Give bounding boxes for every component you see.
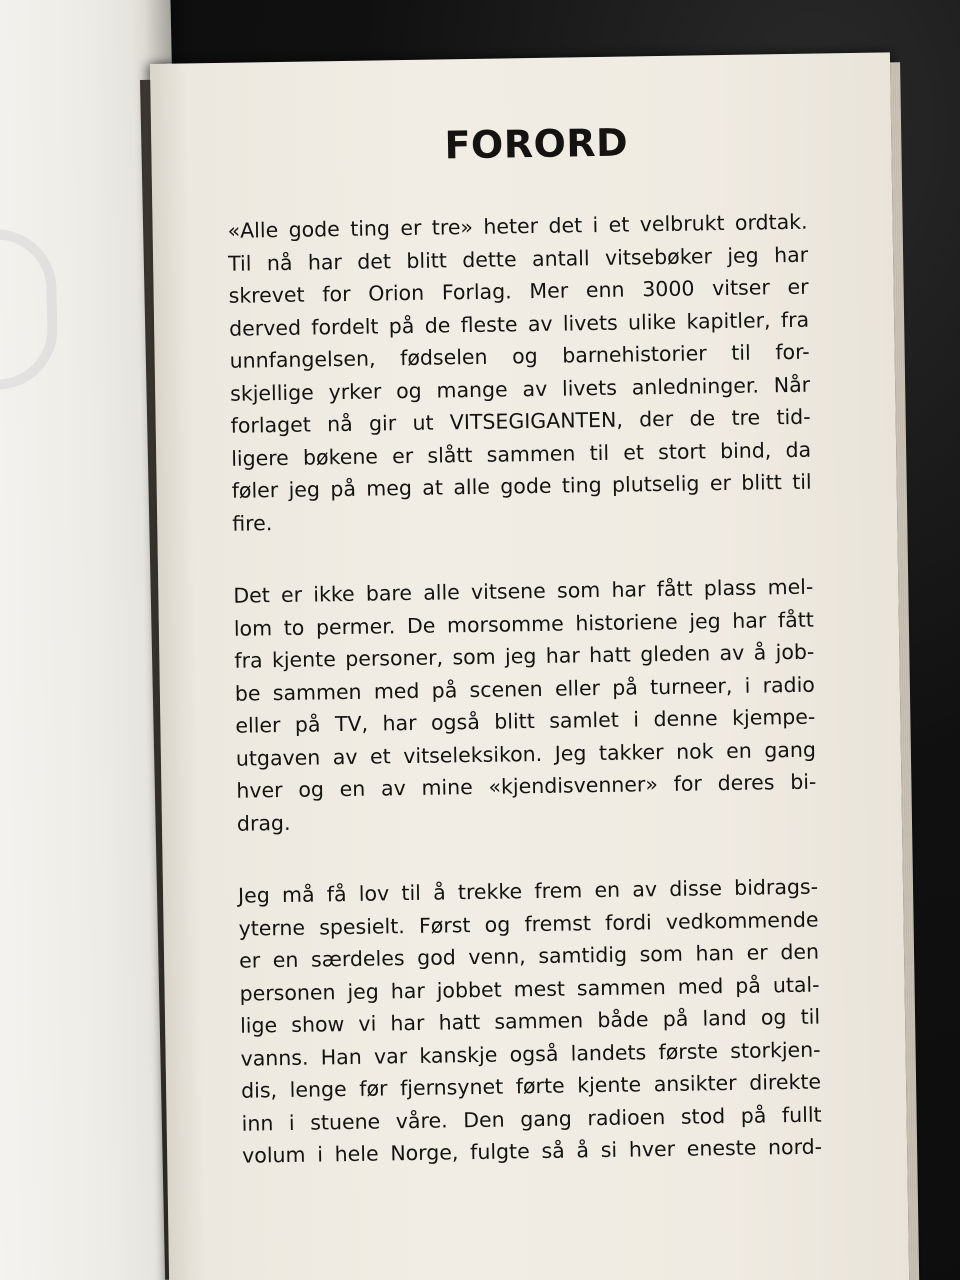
show-through-print [0, 228, 59, 389]
text-line: lige show vi har hatt sammen både på land og til [239, 1004, 821, 1038]
text-line: drag. [236, 810, 291, 836]
text-line: hver og en av mine «kjendisvenner» for deres bi- [236, 769, 817, 803]
text-line: dis, lenge før fjernsynet førte kjente ansikter direkte [240, 1069, 822, 1103]
text-line: føler jeg på meg at alle gode ting plutselig er blitt til [231, 469, 812, 503]
text-line: skjellige yrker og mange av livets anledninger. Når [229, 372, 811, 406]
paragraph-3 [238, 871, 823, 1173]
text-line: eller på TV, har også blitt samlet i denne kjempe- [235, 704, 816, 738]
text-line: lom to permer. De morsomme historiene jeg har fått [233, 607, 814, 641]
text-line: fra kjente personer, som jeg har hatt gleden av å job- [234, 639, 815, 673]
text-line: unnfangelsen, fødselen og barnehistorier til for- [229, 339, 810, 373]
right-book-page [150, 52, 910, 1280]
text-line: «Alle gode ting er tre» heter det i et velbrukt ordtak. [227, 209, 808, 243]
text-line: ligere bøkene er slått sammen til et stort bind, da [231, 437, 812, 471]
text-line: volum i hele Norge, fulgte så å si hver eneste nord- [241, 1134, 823, 1168]
text-line: vanns. Han var kanskje også landets første storkjen- [240, 1037, 821, 1071]
text-line: Jeg må få lov til å trekke frem en av disse bidrags- [237, 874, 819, 908]
paragraph-1 [227, 206, 812, 540]
text-line: inn i stuene våre. Den gang radioen stod på fullt [241, 1102, 822, 1136]
paragraph-2 [233, 571, 817, 840]
text-line: Til nå har det blitt dette antall vitsebøker jeg har [227, 242, 809, 276]
page-edge [890, 62, 920, 1280]
text-line: derved fordelt på de fleste av livets ulike kapitler, fra [228, 307, 810, 341]
text-line: be sammen med på scenen eller på turneer, i radio [234, 672, 816, 706]
page-content [226, 118, 823, 1212]
page-title: FORORD [444, 120, 629, 168]
text-line: er en særdeles god venn, samtidig som han er den [238, 939, 820, 973]
text-line: yterne spesielt. Først og fremst fordi vedkommende [238, 907, 819, 941]
text-line: fire. [232, 510, 273, 536]
text-line: Det er ikke bare alle vitsene som har fått plass mel- [233, 574, 814, 608]
text-line: utgaven av et vitseleksikon. Jeg takker nok en gang [235, 737, 817, 771]
text-line: skrevet for Orion Forlag. Mer enn 3000 vitser er [228, 274, 809, 308]
text-line: forlaget nå gir ut VITSEGIGANTEN, der de tre tid- [230, 404, 811, 438]
text-line: personen jeg har jobbet mest sammen med på utal- [239, 972, 820, 1006]
